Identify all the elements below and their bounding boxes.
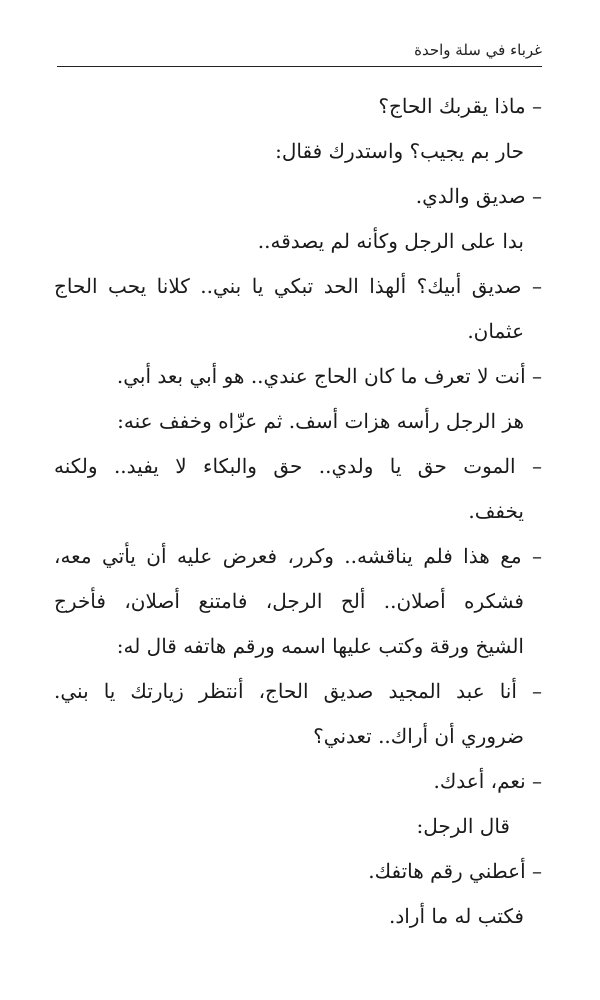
text-line: – أعطني رقم هاتفك. (368, 859, 542, 883)
text-line: يخفف. (468, 499, 524, 523)
text-line: – صديق والدي. (415, 184, 542, 208)
text-line: حار بم يجيب؟ واستدرك فقال: (275, 139, 524, 163)
text-line: – ماذا يقربك الحاج؟ (378, 94, 542, 118)
text-line: – الموت حق يا ولدي.. حق والبكاء لا يفيد.. ولكنه (54, 454, 542, 478)
text-line: – نعم، أعدك. (433, 769, 542, 793)
text-line: بدا على الرجل وكأنه لم يصدقه.. (257, 229, 524, 253)
running-title: غرباء في سلة واحدة (414, 41, 542, 59)
text-line: ضروري أن أراك.. تعدني؟ (313, 724, 524, 748)
page-text (54, 84, 542, 939)
running-header (57, 38, 542, 67)
text-line: – مع هذا فلم يناقشه.. وكرر، فعرض عليه أن يأتي معه، (54, 544, 542, 568)
text-line: – أنت لا تعرف ما كان الحاج عندي.. هو أبي بعد أبي. (116, 364, 542, 388)
text-line: – صديق أبيك؟ ألهذا الحد تبكي يا بني.. كلانا يحب الحاج (54, 274, 542, 298)
text-line: فشكره أصلان.. ألح الرجل، فامتنع أصلان، فأخرج (54, 589, 524, 613)
text-line: عثمان. (467, 319, 524, 343)
text-line: – أنا عبد المجيد صديق الحاج، أنتظر زيارتك يا بني. (54, 679, 542, 703)
text-line: الشيخ ورقة وكتب عليها اسمه ورقم هاتفه قال له: (116, 634, 524, 658)
text-line: فكتب له ما أراد. (388, 904, 524, 928)
text-line: قال الرجل: (416, 814, 510, 838)
text-line: هز الرجل رأسه هزات أسف. ثم عزّاه وخفف عنه: (117, 409, 524, 433)
